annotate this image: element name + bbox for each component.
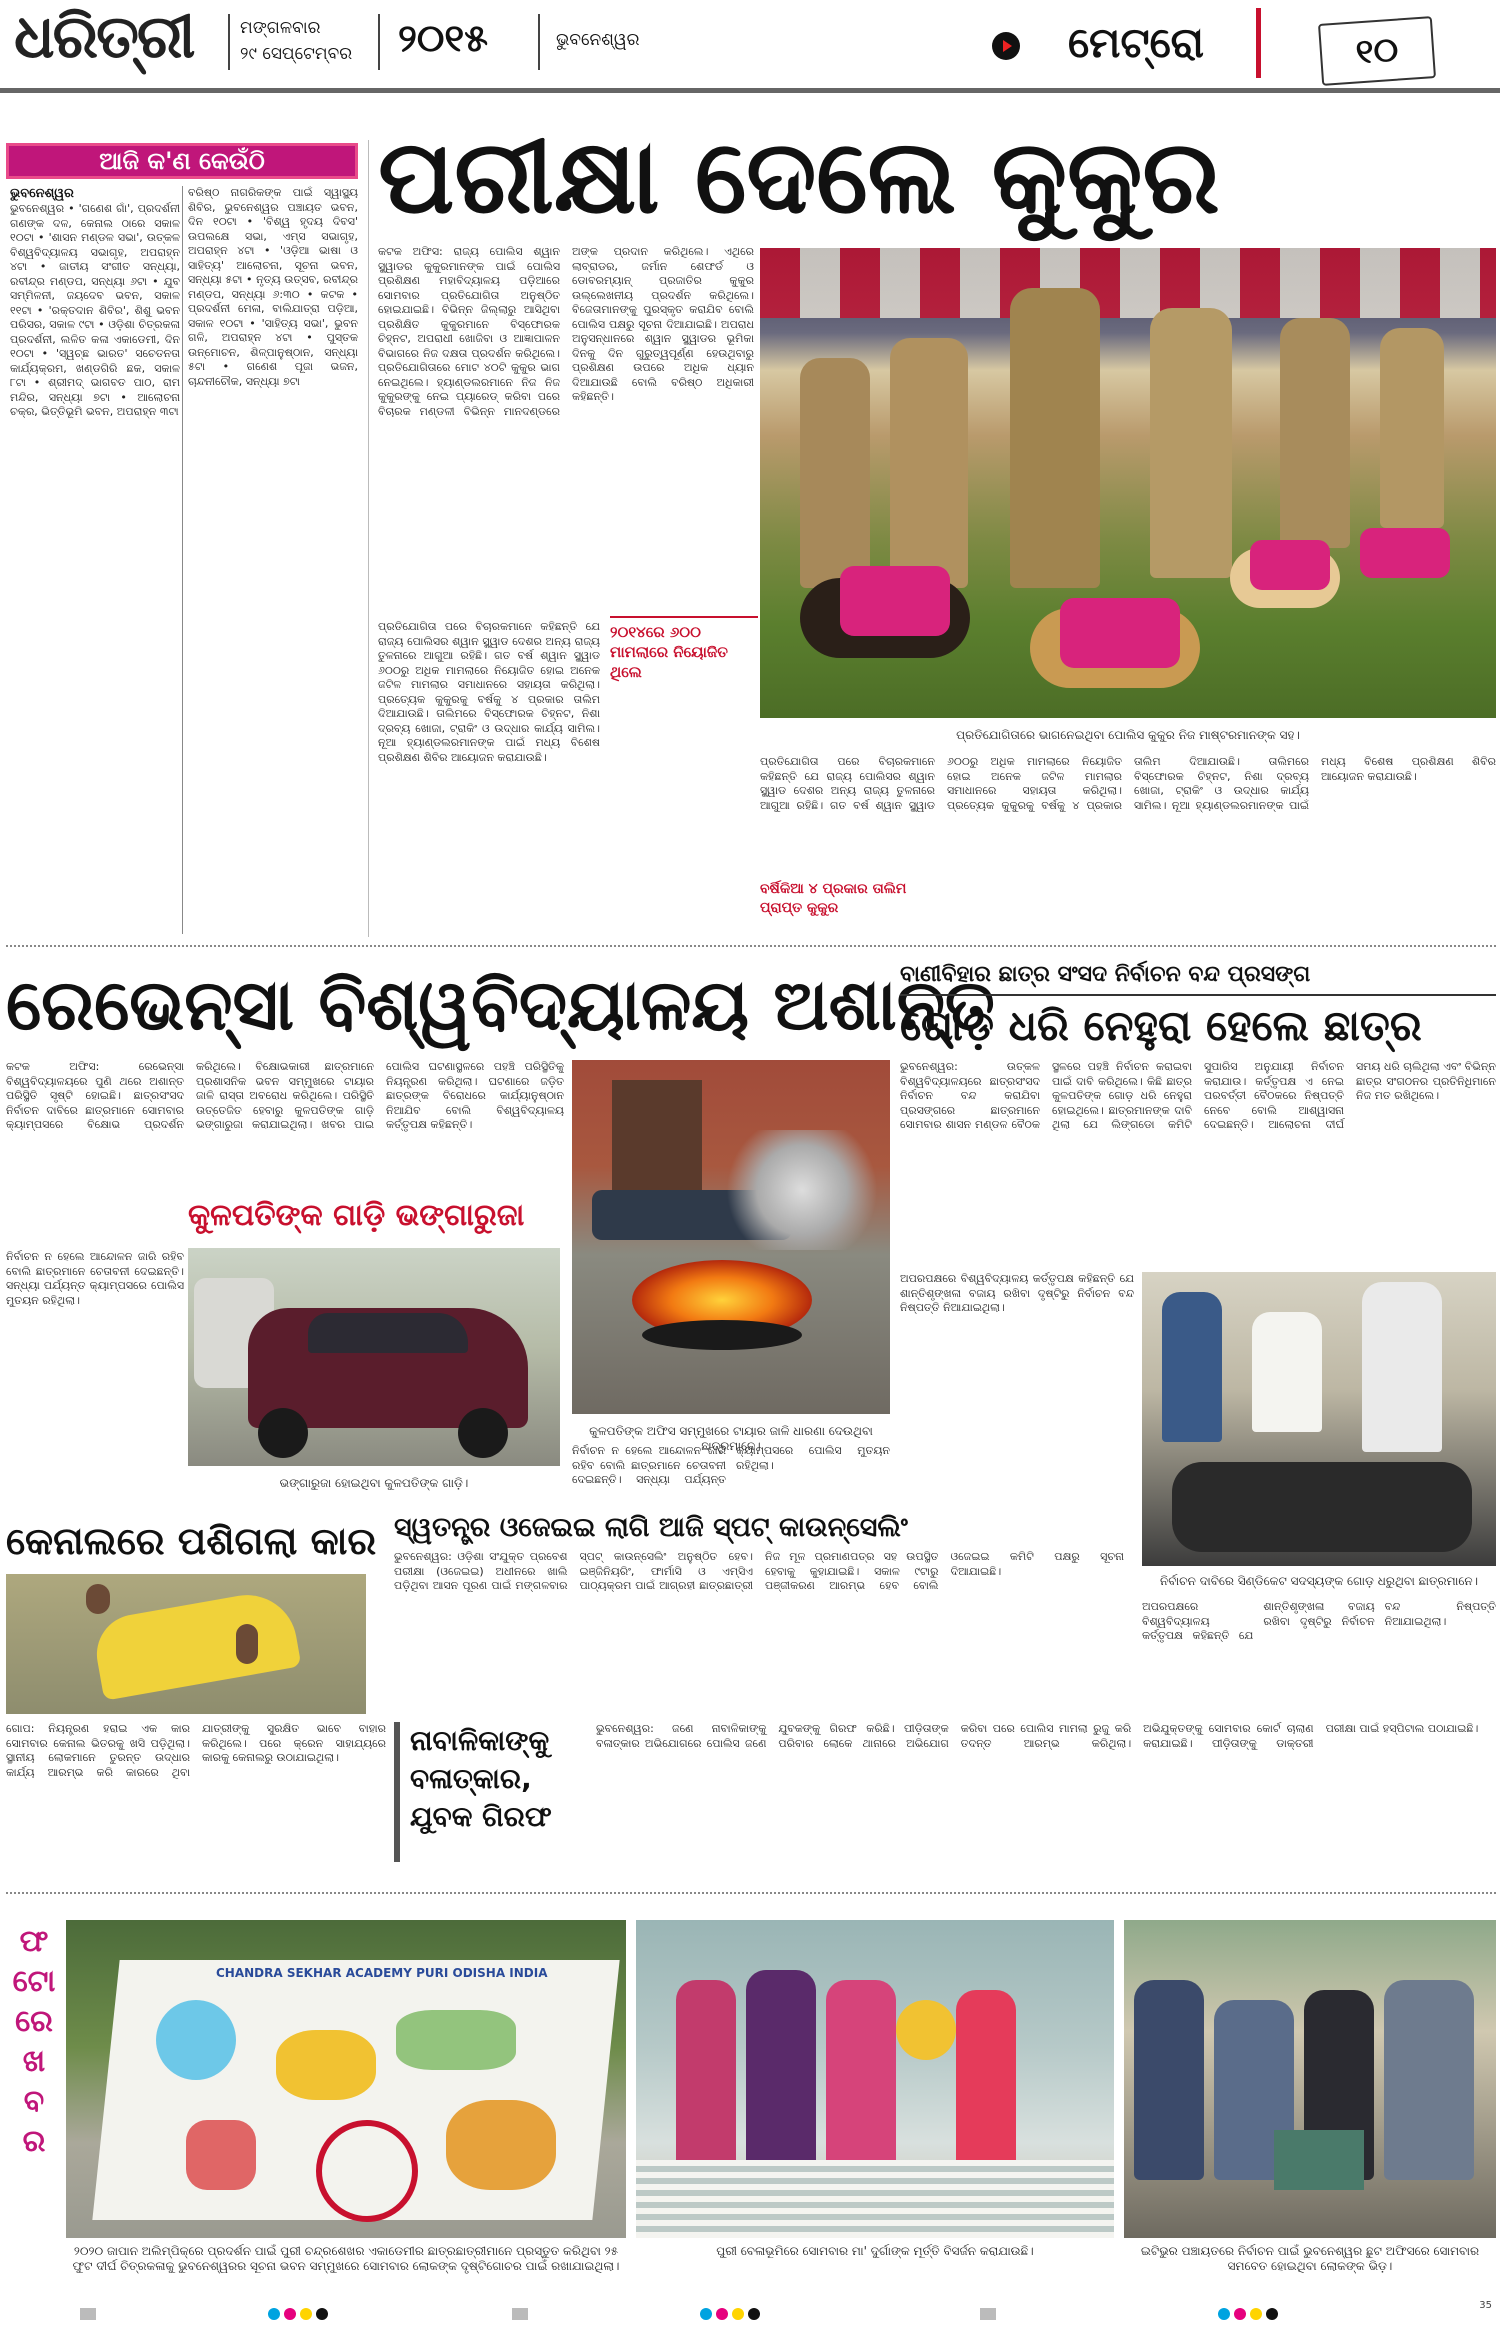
section-divider <box>6 945 1496 949</box>
lead-body-cont: ପ୍ରତିଯୋଗିତା ପରେ ବିଚାରକମାନେ କହିଛନ୍ତି ଯେ ରାଜ୍ୟ ପୋଲିସର ଶ୍ୱାନ ସ୍କ୍ୱାଡ ଦେଶର ଅନ୍ୟ ରାଜ୍ୟ ତୁଳନାରେ ଆଗୁଆ ରହିଛି। ଗତ ବର୍ଷ ଶ୍ୱାନ ସ୍କ୍ୱାଡ ୬୦୦ରୁ ଅଧିକ ମାମଲାରେ ନିୟୋଜିତ ହୋଇ ଅନେକ ଜଟିଳ ମାମଲାର ସମାଧାନରେ ସହାୟତା କରିଥିଲା। ପ୍ରତ୍ୟେକ କୁକୁରକୁ ବର୍ଷକୁ ୪ ପ୍ରକାର ତାଲିମ ଦିଆଯାଉଛି। ତାଲିମରେ ବିସ୍ଫୋରକ ଚିହ୍ନଟ, ନିଶା ଦ୍ରବ୍ୟ ଖୋଜା, ଟ୍ରାକିଂ ଓ ଉଦ୍ଧାର କାର୍ଯ୍ୟ ସାମିଲ। ନୂଆ ହ୍ୟାଣ୍ଡଲରମାନଙ୍କ ପାଇଁ ମଧ୍ୟ ବିଶେଷ ପ୍ରଶିକ୍ଷଣ ଶିବିର ଆୟୋଜନ କରାଯାଉଛି। <box>378 620 600 764</box>
crowd-caption: ଇଟିଭୁର ପଞ୍ଚାୟତରେ ନିର୍ବାଚନ ପାଇଁ ଭୁବନେଶ୍ୱର ଛୁଟ ଅଫିସରେ ସୋମବାର ସମବେତ ହୋଇଥିବା ଲୋକଙ୍କ ଭିଡ଼। <box>1140 2244 1480 2273</box>
idol-caption: ପୁରୀ ବେଳାଭୂମିରେ ସୋମବାର ମା' ଦୁର୍ଗାଙ୍କ ମୂର୍ତ୍ତି ବିସର୍ଜନ କରାଯାଉଛି। <box>716 2244 1034 2258</box>
lead-photo-caption: ପ୍ରତିଯୋଗିତାରେ ଭାଗନେଇଥିବା ପୋଲିସ କୁକୁର ନିଜ ମାଷ୍ଟରମାନଙ୍କ ସହ। <box>956 728 1300 742</box>
crowd-photo <box>1124 1920 1496 2238</box>
idol-immersion-photo <box>636 1920 1114 2238</box>
minor-body: ଭୁବନେଶ୍ୱର: ଜଣେ ନାବାଳିକାଙ୍କୁ ବଳାତ୍କାର ଅଭିଯୋଗରେ ପୋଲିସ ଜଣେ ଯୁବକଙ୍କୁ ଗିରଫ କରିଛି। ପୀଡ଼ିତାଙ୍କ ପରିବାର ଲୋକେ ଥାନାରେ ଅଭିଯୋଗ କରିବା ପରେ ପୋଲିସ ମାମଲା ରୁଜୁ କରି ତଦନ୍ତ ଆରମ୍ଭ କରିଥିଲା। ଅଭିଯୁକ୍ତଙ୍କୁ ସୋମବାର କୋର୍ଟ ଚାଲାଣ କରାଯାଇଛି। ପୀଡ଼ିତାଙ୍କୁ ଡାକ୍ତରୀ ପରୀକ୍ଷା ପାଇଁ ହସ୍ପିଟାଲ ପଠାଯାଇଛି। <box>596 1722 1479 1750</box>
canal-body: ଗୋପ: ନିୟନ୍ତ୍ରଣ ହରାଇ ଏକ କାର ସୋମବାର କେନାଲ ଭିତରକୁ ଖସି ପଡ଼ିଥିଲା। ସ୍ଥାନୀୟ ଲୋକମାନେ ତୁରନ୍ତ ଉଦ୍ଧାର କାର୍ଯ୍ୟ ଆରମ୍ଭ କରି କାରରେ ଥିବା ଯାତ୍ରୀଙ୍କୁ ସୁରକ୍ଷିତ ଭାବେ ବାହାର କରିଥିଲେ। ପରେ କ୍ରେନ ସାହାଯ୍ୟରେ କାରକୁ କେନାଲରୁ ଉଠାଯାଇଥିଲା। <box>6 1722 386 1779</box>
play-icon <box>992 32 1020 60</box>
canal-car-photo <box>6 1574 366 1714</box>
logo: ଧରିତ୍ରୀ <box>14 2 194 72</box>
lead-headline: ପରୀକ୍ଷା ଦେଲେ କୁକୁର <box>378 118 1220 237</box>
section-divider <box>6 1892 1496 1896</box>
ojee-body: ଭୁବନେଶ୍ୱର: ଓଡ଼ିଶା ସଂଯୁକ୍ତ ପ୍ରବେଶ ପରୀକ୍ଷା (ଓଜେଇଇ) ଅଧୀନରେ ଖାଲି ପଡ଼ିଥିବା ଆସନ ପୂରଣ ପାଇଁ ମଙ୍ଗଳବାର ସ୍ପଟ୍ କାଉନ୍‌ସେଲିଂ ଅନୁଷ୍ଠିତ ହେବ। ଇଞ୍ଜିନିୟରିଂ, ଫାର୍ମାସି ଓ ଏମ୍ସିଏ ପାଠ୍ୟକ୍ରମ ପାଇଁ ଆଗ୍ରହୀ ଛାତ୍ରଛାତ୍ରୀ ନିଜ ମୂଳ ପ୍ରମାଣପତ୍ର ସହ ଉପସ୍ଥିତ ହେବାକୁ କୁହାଯାଇଛି। ସକାଳ ୯ଟାରୁ ପଞ୍ଜୀକରଣ ଆରମ୍ଭ ହେବ ବୋଲି ଓଜେଇଇ କମିଟି ପକ୍ଷରୁ ସୂଚନା ଦିଆଯାଇଛି। <box>394 1550 1124 1592</box>
sidebar-city: ଭୁବନେଶ୍ୱର <box>10 186 74 201</box>
divider <box>228 14 230 70</box>
divider <box>538 14 540 70</box>
divider <box>1256 8 1261 78</box>
footer-page-num: 35 <box>1479 2300 1492 2311</box>
ravenshaw-body-left: ନିର୍ବାଚନ ନ ହେଲେ ଆନ୍ଦୋଳନ ଜାରି ରହିବ ବୋଲି ଛାତ୍ରମାନେ ଚେତାବନୀ ଦେଇଛନ୍ତି। ସନ୍ଧ୍ୟା ପର୍ଯ୍ୟନ୍ତ କ୍ୟାମ୍ପସରେ ପୋଲିସ ମୁତୟନ ରହିଥିଲା। <box>6 1250 184 1307</box>
lead-body-lower: ପ୍ରତିଯୋଗିତା ପରେ ବିଚାରକମାନେ କହିଛନ୍ତି ଯେ ରାଜ୍ୟ ପୋଲିସର ଶ୍ୱାନ ସ୍କ୍ୱାଡ ଦେଶର ଅନ୍ୟ ରାଜ୍ୟ ତୁଳନାରେ ଆଗୁଆ ରହିଛି। ଗତ ବର୍ଷ ଶ୍ୱାନ ସ୍କ୍ୱାଡ ୬୦୦ରୁ ଅଧିକ ମାମଲାରେ ନିୟୋଜିତ ହୋଇ ଅନେକ ଜଟିଳ ମାମଲାର ସମାଧାନରେ ସହାୟତା କରିଥିଲା। ପ୍ରତ୍ୟେକ କୁକୁରକୁ ବର୍ଷକୁ ୪ ପ୍ରକାର ତାଲିମ ଦିଆଯାଉଛି। ତାଲିମରେ ବିସ୍ଫୋରକ ଚିହ୍ନଟ, ନିଶା ଦ୍ରବ୍ୟ ଖୋଜା, ଟ୍ରାକିଂ ଓ ଉଦ୍ଧାର କାର୍ଯ୍ୟ ସାମିଲ। ନୂଆ ହ୍ୟାଣ୍ଡଲରମାନଙ୍କ ପାଇଁ ମଧ୍ୟ ବିଶେଷ ପ୍ରଶିକ୍ଷଣ ଶିବିର ଆୟୋଜନ କରାଯାଉଛି। <box>760 755 1496 812</box>
lead-subhead: ବର୍ଷିକିଆ ୪ ପ୍ରକାର ତାଲିମ ପ୍ରାପ୍ତ କୁକୁର <box>760 881 907 916</box>
ravenshaw-body: କଟକ ଅଫିସ: ରେଭେନ୍ସା ବିଶ୍ୱବିଦ୍ୟାଳୟରେ ପୁଣି ଥରେ ଅଶାନ୍ତ ପରିସ୍ଥିତି ସୃଷ୍ଟି ହୋଇଛି। ଛାତ୍ରସଂସଦ ନିର୍ବାଚନ ଦାବିରେ ଛାତ୍ରମାନେ ସୋମବାର କ୍ୟାମ୍ପସରେ ବିକ୍ଷୋଭ ପ୍ରଦର୍ଶନ କରିଥିଲେ। ବିକ୍ଷୋଭକାରୀ ଛାତ୍ରମାନେ ପ୍ରଶାସନିକ ଭବନ ସମ୍ମୁଖରେ ଟାୟାର ଜାଳି ରାସ୍ତା ଅବରୋଧ କରିଥିଲେ। ପରିସ୍ଥିତି ଉତ୍ତେଜିତ ହେବାରୁ କୁଳପତିଙ୍କ ଗାଡ଼ି ଭଙ୍ଗାରୁଜା କରାଯାଇଥିଲା। ଖବର ପାଇ ପୋଲିସ ଘଟଣାସ୍ଥଳରେ ପହଞ୍ଚି ପରିସ୍ଥିତିକୁ ନିୟନ୍ତ୍ରଣ କରିଥିଲା। ଘଟଣାରେ ଜଡ଼ିତ ଛାତ୍ରଙ୍କ ବିରୋଧରେ କାର୍ଯ୍ୟାନୁଷ୍ଠାନ ନିଆଯିବ ବୋଲି ବିଶ୍ୱବିଦ୍ୟାଳୟ କର୍ତ୍ତୃପକ୍ଷ କହିଛନ୍ତି। <box>6 1060 564 1131</box>
canal-headline: କେନାଲରେ ପଶିଗଲା କାର <box>6 1519 377 1563</box>
sidebar-col2: ବରିଷ୍ଠ ନାଗରିକଙ୍କ ପାଇଁ ସ୍ୱାସ୍ଥ୍ୟ ଶିବିର, ଭୁବନେଶ୍ୱର ପଞ୍ଚାୟତ ଭବନ, ଦିନ ୧୦ଟା • 'ବିଶ୍ୱ ହୃଦୟ ଦିବସ' ଉପଲକ୍ଷେ ସଭା, ଏମ୍ସ ସଭାଗୃହ, ଅପରାହ୍ନ ୪ଟା • 'ଓଡ଼ିଆ ଭାଷା ଓ ସାହିତ୍ୟ' ଆଲୋଚନା, ସୂଚନା ଭବନ, ସନ୍ଧ୍ୟା ୫ଟା • ନୃତ୍ୟ ଉତ୍ସବ, ରବୀନ୍ଦ୍ର ମଣ୍ଡପ, ସନ୍ଧ୍ୟା ୬:୩୦ • କଟକ • ପ୍ରଦର୍ଶନୀ ମେଳା, ବାଲିଯାତ୍ରା ପଡ଼ିଆ, ସକାଳ ୧୦ଟା • 'ସାହିତ୍ୟ ସଭା', ଭୁବନ ଗଳି, ଅପରାହ୍ନ ୪ଟା • ପୁସ୍ତକ ଉନ୍ମୋଚନ, ଶିଳ୍ପାନୁଷ୍ଠାନ, ସନ୍ଧ୍ୟା ୫ଟା • ଗଣେଶ ପୂଜା ଭଜନ, ଚାନ୍ଦନୀଚୌକ, ସନ୍ଧ୍ୟା ୭ଟା <box>188 186 358 388</box>
city: ଭୁବନେଶ୍ୱର <box>556 30 640 50</box>
damaged-car-photo <box>188 1248 560 1466</box>
section-name: ମେଟ୍ରୋ <box>1068 18 1204 67</box>
minor-headline: ନାବାଳିକାଙ୍କୁ ବଳାତ୍କାର, ଯୁବକ ଗିରଫ <box>410 1724 552 1833</box>
banner-text: CHANDRA SEKHAR ACADEMY PURI ODISHA INDIA <box>216 1966 548 1980</box>
ravenshaw-subhead: କୁଳପତିଙ୍କ ଗାଡ଼ି ଭଙ୍ଗାରୁଜା <box>188 1198 525 1233</box>
fire-caption: କୁଳପତିଙ୍କ ଅଫିସ ସମ୍ମୁଖରେ ଟାୟାର ଜାଳି ଧାରଣା ଦେଉଥିବା ଛାତ୍ରମାନେ। <box>589 1424 873 1453</box>
divider <box>378 14 380 70</box>
painting-photo <box>66 1920 626 2238</box>
car-caption: ଭଙ୍ଗାରୁଜା ହୋଇଥିବା କୁଳପତିଙ୍କ ଗାଡ଼ି। <box>279 1476 469 1490</box>
ojee-headline: ସ୍ୱତନ୍ତ୍ର ଓଜେଇଇ ଲାଗି ଆଜି ସ୍ପଟ୍ କାଉନ୍‌ସେଲିଂ <box>394 1512 908 1543</box>
painting-caption: ୨୦୨୦ ଜାପାନ ଅଲିମ୍ପିକ୍‌ରେ ପ୍ରଦର୍ଶନ ପାଇଁ ପୁରୀ ଚନ୍ଦ୍ରଶେଖର ଏକାଡେମୀର ଛାତ୍ରଛାତ୍ରୀମାନେ ପ୍ରସ୍ତୁତ କରିଥିବା ୨୫ ଫୁଟ ଦୀର୍ଘ ଚିତ୍ରକଳାକୁ ଭୁବନେଶ୍ୱରର ସୂଚନା ଭବନ ସମ୍ମୁଖରେ ସୋମବାର ଲୋକଙ୍କ ଦୃଷ୍ଟିଗୋଚର ପାଇଁ ରଖାଯାଇଥିଲା। <box>72 2244 620 2273</box>
page-number: ୧୦ <box>1354 29 1400 73</box>
minor-box <box>394 1722 595 1862</box>
vanivihar-headline: ଗୋଡ଼ ଧରି ନେହୁରା ହେଲେ ଛାତ୍ର <box>900 994 1496 1056</box>
sidebar-header: ଆଜି କ'ଣ କେଉଁଠି <box>6 143 358 179</box>
ravenshaw-body-right: ନିର୍ବାଚନ ନ ହେଲେ ଆନ୍ଦୋଳନ ଜାରି ରହିବ ବୋଲି ଛାତ୍ରମାନେ ଚେତାବନୀ ଦେଇଛନ୍ତି। ସନ୍ଧ୍ୟା ପର୍ଯ୍ୟନ୍ତ କ୍ୟାମ୍ପସରେ ପୋଲିସ ମୁତୟନ ରହିଥିଲା। <box>572 1444 890 1486</box>
photo-feature-title: ଫ ଟୋ ରେ ଖ ବ ର <box>12 1924 56 2159</box>
police-dogs-photo <box>760 248 1496 718</box>
vanivihar-caption: ନିର୍ବାଚନ ଦାବିରେ ସିଣ୍ଡିକେଟ ସଦସ୍ୟଙ୍କ ଗୋଡ଼ ଧରୁଥିବା ଛାତ୍ରମାନେ। <box>1159 1574 1479 1588</box>
sidebar-col1: ଭୁବନେଶ୍ୱର • 'ଗଣେଶ ଗାଁ', ପ୍ରଦର୍ଶନୀ ଗଣଙ୍କ ଦଳ, କେନାଲ ଠାରେ ସକାଳ ୧୦ଟା • 'ଶାସନ ମଣ୍ଡଳ ସଭା', ଉତ୍କଳ ବିଶ୍ୱବିଦ୍ୟାଳୟ ସଭାଗୃହ, ଅପରାହ୍ନ ୪ଟା • ଜାତୀୟ ସଂଗୀତ ସନ୍ଧ୍ୟା, ରବୀନ୍ଦ୍ର ମଣ୍ଡପ, ସନ୍ଧ୍ୟା ୬ଟା • ଯୁବ ସମ୍ମିଳନୀ, ଜୟଦେବ ଭବନ, ସକାଳ ୧୧ଟା • 'ରକ୍ତଦାନ ଶିବିର', ଶିଶୁ ଭବନ ପରିସର, ସକାଳ ୯ଟା • ଓଡ଼ିଶା ଚିତ୍ରକଳା ପ୍ରଦର୍ଶନୀ, ଲଳିତ କଳା ଏକାଡେମୀ, ଦିନ ୧୦ଟା • 'ସ୍ୱଚ୍ଛ ଭାରତ' ସଚେତନତା କାର୍ଯ୍ୟକ୍ରମ, ଖଣ୍ଡଗିରି ଛକ, ସକାଳ ୮ଟା • ଶ୍ରୀମଦ୍ ଭାଗବତ ପାଠ, ରାମ ମନ୍ଦିର, ସନ୍ଧ୍ୟା ୭ଟା • ଆଲୋଚନା ଚକ୍ର, ଭିତ୍ତିଭୂମି ଭବନ, ଅପରାହ୍ନ ୩ଟା <box>10 202 180 418</box>
vanivihar-kicker: ବାଣୀବିହାର ଛାତ୍ର ସଂସଦ ନିର୍ବାଚନ ବନ୍ଦ ପ୍ରସଙ୍ଗ <box>900 962 1311 987</box>
vanivihar-body-lower: ଅପରପକ୍ଷରେ ବିଶ୍ୱବିଦ୍ୟାଳୟ କର୍ତ୍ତୃପକ୍ଷ କହିଛନ୍ତି ଯେ ଶାନ୍ତିଶୃଙ୍ଖଳା ବଜାୟ ରଖିବା ଦୃଷ୍ଟିରୁ ନିର୍ବାଚନ ବନ୍ଦ ନିଷ୍ପତ୍ତି ନିଆଯାଇଥିଲା। <box>900 1272 1134 1314</box>
ravenshaw-headline: ରେଭେନ୍ସା ବିଶ୍ୱବିଦ୍ୟାଳୟ ଅଶାନ୍ତ <box>6 964 995 1046</box>
vanivihar-body-bottom: ଅପରପକ୍ଷରେ ବିଶ୍ୱବିଦ୍ୟାଳୟ କର୍ତ୍ତୃପକ୍ଷ କହିଛନ୍ତି ଯେ ଶାନ୍ତିଶୃଙ୍ଖଳା ବଜାୟ ରଖିବା ଦୃଷ୍ଟିରୁ ନିର୍ବାଚନ ବନ୍ଦ ନିଷ୍ପତ୍ତି ନିଆଯାଇଥିଲା। <box>1142 1600 1496 1642</box>
students-protest-photo <box>1142 1272 1496 1566</box>
masthead-rule <box>0 88 1500 93</box>
footer <box>0 2296 1500 2334</box>
vanivihar-body: ଭୁବନେଶ୍ୱର: ଉତ୍କଳ ବିଶ୍ୱବିଦ୍ୟାଳୟରେ ଛାତ୍ରସଂସଦ ନିର୍ବାଚନ ବନ୍ଦ କରାଯିବା ପ୍ରସଙ୍ଗରେ ଛାତ୍ରମାନେ ସୋମବାର ଶାସନ ମଣ୍ଡଳ ବୈଠକ ସ୍ଥଳରେ ପହଞ୍ଚି ନିର୍ବାଚନ କରାଇବା ପାଇଁ ଦାବି କରିଥିଲେ। କିଛି ଛାତ୍ର କୁଳପତିଙ୍କ ଗୋଡ଼ ଧରି ନେହୁରା ହୋଇଥିଲେ। ଛାତ୍ରମାନଙ୍କ ଦାବି ଥିଲା ଯେ ଲିଙ୍ଗଡୋ କମିଟି ସୁପାରିସ ଅନୁଯାୟୀ ନିର୍ବାଚନ କରାଯାଉ। କର୍ତ୍ତୃପକ୍ଷ ଏ ନେଇ ପରବର୍ତ୍ତୀ ବୈଠକରେ ନିଷ୍ପତ୍ତି ନେବେ ବୋଲି ଆଶ୍ୱାସନା ଦେଇଛନ୍ତି। ଆଲୋଚନା ଦୀର୍ଘ ସମୟ ଧରି ଚାଲିଥିଲା ଏବଂ ବିଭିନ୍ନ ଛାତ୍ର ସଂଗଠନର ପ୍ରତିନିଧିମାନେ ନିଜ ମତ ରଖିଥିଲେ। <box>900 1060 1496 1131</box>
page-number-tag <box>1318 16 1436 86</box>
day: ମଙ୍ଗଳବାର <box>240 18 321 38</box>
masthead <box>0 0 1500 96</box>
tyre-fire-photo <box>572 1060 890 1414</box>
year: ୨୦୧୫ <box>398 16 488 60</box>
lead-pullquote: ୨୦୧୪ରେ ୬୦୦ ମାମଲାରେ ନିୟୋଜିତ ଥିଲେ <box>610 616 758 682</box>
date: ୨୯ ସେପ୍ଟେମ୍ବର <box>240 44 353 64</box>
lead-body: କଟକ ଅଫିସ: ରାଜ୍ୟ ପୋଲିସ ଶ୍ୱାନ ସ୍କ୍ୱାଡର କୁକୁରମାନଙ୍କ ପାଇଁ ପୋଲିସ ପ୍ରଶିକ୍ଷଣ ମହାବିଦ୍ୟାଳୟ ପଡ଼ିଆରେ ସୋମବାର ପ୍ରତିଯୋଗିତା ଅନୁଷ୍ଠିତ ହୋଇଯାଇଛି। ବିଭିନ୍ନ ଜିଲ୍ଲାରୁ ଆସିଥିବା ପ୍ରଶିକ୍ଷିତ କୁକୁରମାନେ ବିସ୍ଫୋରକ ଚିହ୍ନଟ, ଅପରାଧୀ ଖୋଜିବା ଓ ଆଜ୍ଞାପାଳନ ବିଭାଗରେ ନିଜ ଦକ୍ଷତା ପ୍ରଦର୍ଶନ କରିଥିଲେ। ପ୍ରତିଯୋଗିତାରେ ମୋଟ ୪୦ଟି କୁକୁର ଭାଗ ନେଇଥିଲେ। ହ୍ୟାଣ୍ଡଲରମାନେ ନିଜ ନିଜ କୁକୁରଙ୍କୁ ନେଇ ପ୍ୟାରେଡ୍ କରିବା ପରେ ବିଚାରକ ମଣ୍ଡଳୀ ବିଭିନ୍ନ ମାନଦଣ୍ଡରେ ଅଙ୍କ ପ୍ରଦାନ କରିଥିଲେ। ଏଥିରେ ଲାବ୍ରାଡର, ଜର୍ମାନ ଶେଫର୍ଡ ଓ ଡୋବରମ୍ୟାନ୍ ପ୍ରଜାତିର କୁକୁର ଉଲ୍ଲେଖନୀୟ ପ୍ରଦର୍ଶନ କରିଥିଲେ। ବିଜେତାମାନଙ୍କୁ ପୁରସ୍କୃତ କରାଯିବ ବୋଲି ପୋଲିସ ପକ୍ଷରୁ ସୂଚନା ଦିଆଯାଇଛି। ଅପରାଧ ଅନୁସନ୍ଧାନରେ ଶ୍ୱାନ ସ୍କ୍ୱାଡର ଭୂମିକା ଦିନକୁ ଦିନ ଗୁରୁତ୍ୱପୂର୍ଣ୍ଣ ହେଉଥିବାରୁ ପ୍ରଶିକ୍ଷଣ ଉପରେ ଅଧିକ ଧ୍ୟାନ ଦିଆଯାଉଛି ବୋଲି ବରିଷ୍ଠ ଅଧିକାରୀ କହିଛନ୍ତି। <box>378 245 754 418</box>
